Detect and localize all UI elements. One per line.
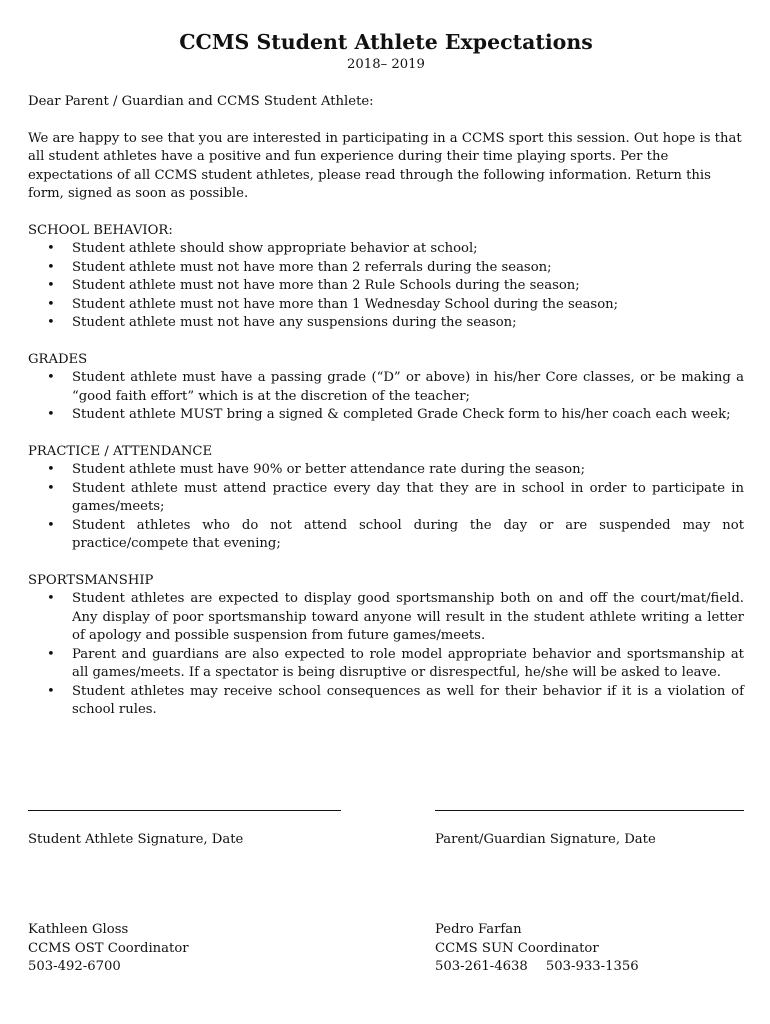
contact-name: Pedro Farfan xyxy=(435,922,522,937)
contact-role: CCMS OST Coordinator xyxy=(28,940,189,956)
list-item: • Student athlete must not have more than 1 Wednesday School during the season; xyxy=(28,296,744,315)
contact-phones xyxy=(435,958,639,977)
list-item: • Parent and guardians are also expected to role model appropriate behavior and sportsmanship at all games/meets. If a spectator is being disruptive or disrespectful, he/she will be asked to leave. xyxy=(28,646,744,683)
list-item: • Student athlete should show appropriate behavior at school; xyxy=(28,240,744,259)
student-signature-label: Student Athlete Signature, Date xyxy=(28,832,244,847)
parent-signature-line[interactable] xyxy=(435,810,744,811)
list-item: • Student athletes who do not attend school during the day or are suspended may not practice/compete that evening; xyxy=(28,517,744,554)
page-title: CCMS Student Athlete Expectations xyxy=(179,30,593,54)
section-title: SCHOOL BEHAVIOR: xyxy=(28,222,173,238)
contact-role: CCMS SUN Coordinator xyxy=(435,940,599,956)
list-item: • Student athlete must have 90% or better attendance rate during the season; xyxy=(28,461,744,480)
document-page xyxy=(28,28,744,720)
section-title: GRADES xyxy=(28,351,88,367)
bullet-list xyxy=(28,369,744,425)
parent-signature-block xyxy=(435,810,744,850)
list-item: • Student athlete MUST bring a signed & completed Grade Check form to his/her coach each week; xyxy=(28,406,744,425)
section-title: PRACTICE / ATTENDANCE xyxy=(28,443,213,459)
contact-ost-coordinator xyxy=(28,921,189,977)
list-item: • Student athlete must not have more than 2 Rule Schools during the season; xyxy=(28,277,744,296)
school-year: 2018– 2019 xyxy=(347,57,425,72)
section-grades xyxy=(28,351,744,425)
section-sportsmanship xyxy=(28,572,744,720)
greeting: Dear Parent / Guardian and CCMS Student Athlete: xyxy=(28,94,374,109)
contact-sun-coordinator xyxy=(435,921,639,977)
student-signature-line[interactable] xyxy=(28,810,341,811)
contact-name: Kathleen Gloss xyxy=(28,922,129,937)
list-item: • Student athlete must not have more than 2 referrals during the season; xyxy=(28,259,744,278)
section-practice-attendance xyxy=(28,443,744,554)
list-item: • Student athlete must have a passing grade (“D” or above) in his/her Core classes, or be making a “good faith effort” which is at the discretion of the teacher; xyxy=(28,369,744,406)
student-signature-block xyxy=(28,810,341,850)
list-item: • Student athlete must not have any suspensions during the season; xyxy=(28,314,744,333)
parent-signature-label: Parent/Guardian Signature, Date xyxy=(435,832,656,847)
intro-paragraph: We are happy to see that you are interested in participating in a CCMS sport this session. Out hope is that all student athletes have a positive and fun experience during their time playing sports. Per the expectations of all CCMS student athletes, please read through the following information. Return this form, signed as soon as possible. xyxy=(28,130,742,201)
list-item: • Student athletes may receive school consequences as well for their behavior if it is a violation of school rules. xyxy=(28,683,744,720)
bullet-list xyxy=(28,240,744,333)
list-item: • Student athletes are expected to display good sportsmanship both on and off the court/mat/field. Any display of poor sportsmanship toward anyone will result in the student athlete writing a letter of apology and possible suspension from future games/meets. xyxy=(28,590,744,646)
section-title: SPORTSMANSHIP xyxy=(28,572,154,588)
contact-phone: 503-492-6700 xyxy=(28,959,121,974)
contact-phone: 503-261-4638 xyxy=(435,959,528,974)
bullet-list xyxy=(28,590,744,720)
section-school-behavior xyxy=(28,222,744,333)
contact-phone-secondary: 503-933-1356 xyxy=(545,959,639,974)
list-item: • Student athlete must attend practice every day that they are in school in order to participate in games/meets; xyxy=(28,480,744,517)
bullet-list xyxy=(28,461,744,554)
